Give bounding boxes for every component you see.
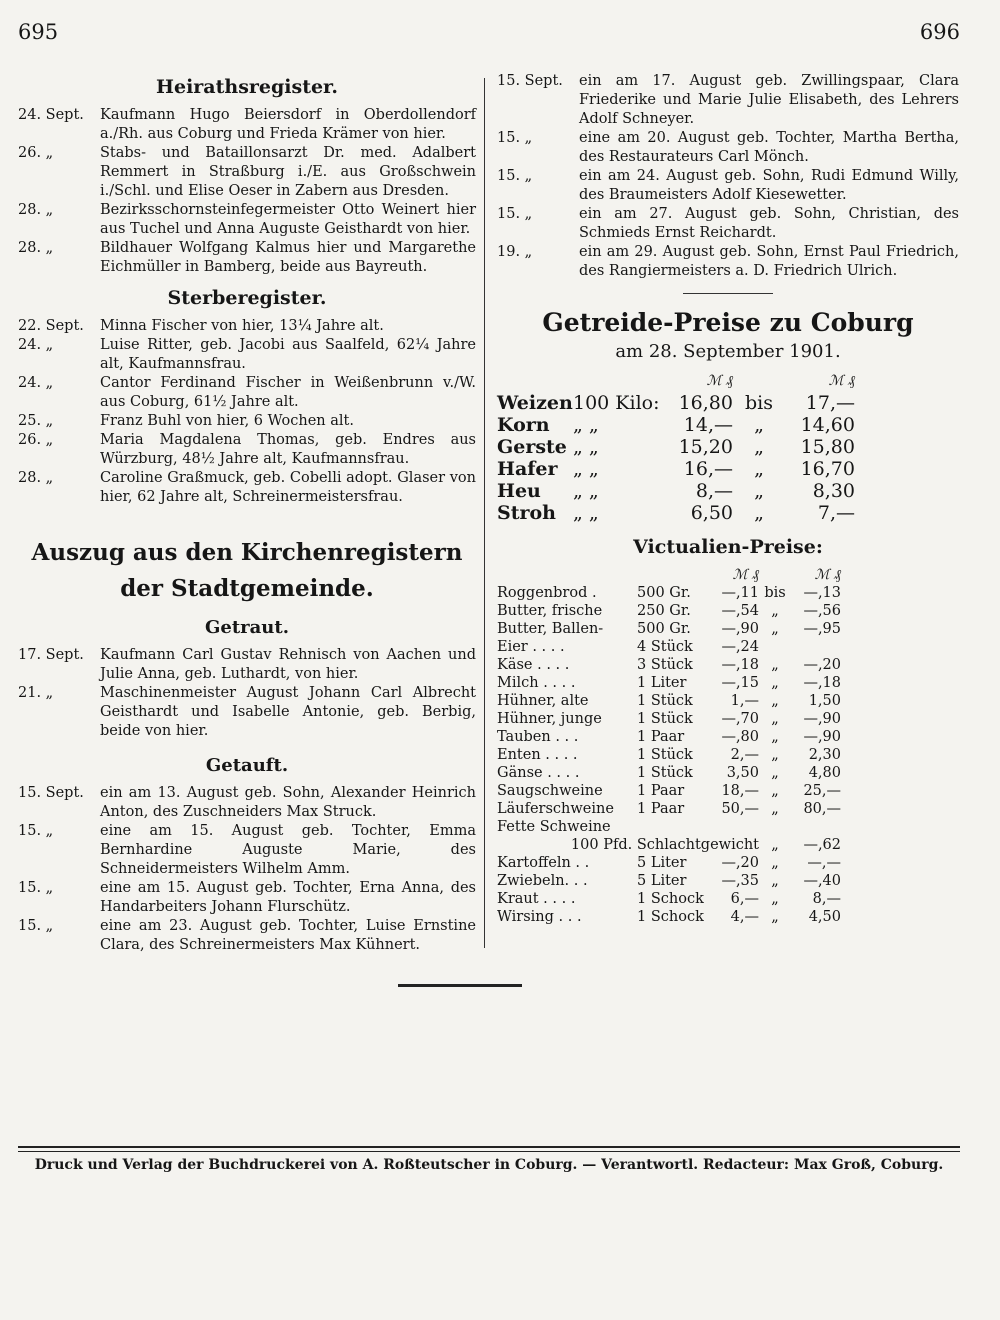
victual-unit: 5 Liter xyxy=(637,855,687,871)
victual-name: Eier . . . . xyxy=(497,639,565,655)
grain-header-2: ℳ ₰ xyxy=(828,373,855,389)
entry-text: Luise Ritter, geb. Jacobi aus Saalfeld, 62¼ Jahre alt, Kaufmannsfrau. xyxy=(100,337,476,372)
footer-rule-thin xyxy=(18,1151,960,1152)
register-entry xyxy=(18,684,476,741)
entry-text: Minna Fischer von hier, 13¼ Jahre alt. xyxy=(100,318,384,334)
victual-name: Roggenbrod . xyxy=(497,585,597,601)
grain-quantity: „ „ xyxy=(573,436,599,458)
price-row xyxy=(497,602,959,620)
register-entry xyxy=(497,167,959,205)
price-low: —,18 xyxy=(721,657,759,673)
price-high: —,40 xyxy=(803,873,841,889)
price-low: —,35 xyxy=(721,873,759,889)
victual-unit: 1 Paar xyxy=(637,729,685,745)
entry-text: Cantor Ferdinand Fischer in Weißenbrunn v./W. aus Coburg, 61½ Jahre alt. xyxy=(100,375,476,410)
price-separator: „ xyxy=(754,502,764,524)
price-separator: „ xyxy=(771,747,779,763)
victual-unit: 1 Liter xyxy=(637,675,687,691)
price-separator: „ xyxy=(771,801,779,817)
register-entry xyxy=(18,646,476,684)
grain-quantity: „ „ xyxy=(573,458,599,480)
married-title: Getraut. xyxy=(205,617,289,638)
footer-rule-thick xyxy=(18,1146,960,1148)
baptized-title: Getauft. xyxy=(205,755,289,776)
victual-name: Saugschweine xyxy=(497,783,603,799)
grain-prices-date: am 28. September 1901. xyxy=(615,341,841,362)
entry-date: 15. „ xyxy=(497,168,533,184)
victual-unit: 3 Stück xyxy=(637,657,693,673)
register-entry xyxy=(18,917,476,955)
price-low: —,24 xyxy=(721,639,759,655)
victual-unit: 1 Schock xyxy=(637,891,704,907)
price-separator: „ xyxy=(771,855,779,871)
victual-name: Hühner, junge xyxy=(497,711,602,727)
victual-name: Fette Schweine xyxy=(497,819,611,835)
church-title-line2: der Stadtgemeinde. xyxy=(120,575,374,602)
price-high: 14,60 xyxy=(800,414,855,436)
price-high: 1,50 xyxy=(808,693,841,709)
entry-text: eine am 15. August geb. Tochter, Emma Bernhardine Auguste Marie, des Schneidermeisters Wilhelm Amm. xyxy=(100,823,476,877)
entry-date: 24. Sept. xyxy=(18,107,84,123)
price-separator: „ xyxy=(771,729,779,745)
price-row xyxy=(497,782,959,800)
page-number-right: 696 xyxy=(919,20,960,44)
baptized-cont-list xyxy=(497,72,959,281)
baptized-list xyxy=(18,784,476,955)
entry-date: 19. „ xyxy=(497,244,533,260)
entry-text: ein am 24. August geb. Sohn, Rudi Edmund Willy, des Braumeisters Adolf Kiesewetter. xyxy=(579,168,959,203)
price-low: 14,— xyxy=(683,414,733,436)
married-list xyxy=(18,646,476,741)
victual-unit: 1 Stück xyxy=(637,765,693,781)
grain-name: Heu xyxy=(497,480,541,502)
end-rule xyxy=(398,984,522,987)
price-low: 50,— xyxy=(721,801,759,817)
entry-date: 22. Sept. xyxy=(18,318,84,334)
price-high: —,18 xyxy=(803,675,841,691)
price-low: —,70 xyxy=(721,711,759,727)
entry-text: ein am 27. August geb. Sohn, Christian, des Schmieds Ernst Reichardt. xyxy=(579,206,959,241)
victual-name: Enten . . . . xyxy=(497,747,578,763)
victual-unit: 4 Stück xyxy=(637,639,693,655)
price-row xyxy=(497,818,959,836)
price-row xyxy=(497,458,959,480)
register-entry xyxy=(497,205,959,243)
price-separator: „ xyxy=(771,765,779,781)
grain-quantity: „ „ xyxy=(573,480,599,502)
victual-name: Wirsing . . . xyxy=(497,909,582,925)
entry-date: 24. „ xyxy=(18,375,54,391)
price-high: 2,30 xyxy=(808,747,841,763)
price-row xyxy=(497,764,959,782)
grain-quantity: 100 Kilo: xyxy=(573,392,660,414)
register-entry xyxy=(18,317,476,336)
victual-name: Butter, frische xyxy=(497,603,603,619)
price-row xyxy=(497,392,959,414)
entry-date: 15. „ xyxy=(18,918,54,934)
price-row xyxy=(497,800,959,818)
entry-text: ein am 17. August geb. Zwillingspaar, Clara Friederike und Marie Julie Elisabeth, des Lehrers Adolf Schneyer. xyxy=(579,73,959,127)
victual-unit: 500 Gr. xyxy=(637,585,691,601)
price-low: 16,80 xyxy=(678,392,733,414)
church-register-title xyxy=(18,535,476,607)
register-entry xyxy=(497,129,959,167)
entry-date: 21. „ xyxy=(18,685,54,701)
register-entry xyxy=(18,374,476,412)
entry-text: Stabs- und Bataillonsarzt Dr. med. Adalbert Remmert in Straßburg i./E. aus Großschwein i./Schl. und Elise Oeser in Zabern aus Dresden. xyxy=(100,145,476,199)
price-high: —,90 xyxy=(803,711,841,727)
price-low: —,20 xyxy=(721,855,759,871)
price-separator: „ xyxy=(771,783,779,799)
entry-text: eine am 15. August geb. Tochter, Erna Anna, des Handarbeiters Johann Flurschütz. xyxy=(100,880,476,915)
price-low: 4,— xyxy=(730,909,759,925)
grain-prices-table xyxy=(497,370,959,524)
victual-name: Kartoffeln . . xyxy=(497,855,590,871)
victual-unit: 5 Liter xyxy=(637,873,687,889)
price-low: 3,50 xyxy=(726,765,759,781)
entry-date: 15. „ xyxy=(18,823,54,839)
marriage-register-list xyxy=(18,106,476,277)
price-separator: „ xyxy=(754,414,764,436)
death-register-title: Sterberegister. xyxy=(167,287,327,309)
grain-prices-title: Getreide-Preise zu Coburg xyxy=(542,308,914,337)
price-low: 1,— xyxy=(730,693,759,709)
price-row xyxy=(497,414,959,436)
price-high: —,— xyxy=(807,855,841,871)
price-row xyxy=(497,502,959,524)
price-low: —,80 xyxy=(721,729,759,745)
price-low: —,15 xyxy=(721,675,759,691)
grain-quantity: „ „ xyxy=(573,414,599,436)
grain-rows xyxy=(497,392,959,524)
entry-text: eine am 23. August geb. Tochter, Luise Ernstine Clara, des Schreinermeisters Max Kühnert. xyxy=(100,918,476,953)
grain-name: Korn xyxy=(497,414,550,436)
price-high: 7,— xyxy=(817,502,855,524)
entry-text: Caroline Graßmuck, geb. Cobelli adopt. Glaser von hier, 62 Jahre alt, Schreinermeistersfrau. xyxy=(100,470,476,505)
register-entry xyxy=(18,784,476,822)
entry-text: Bezirksschornsteinfegermeister Otto Weinert hier aus Tuchel und Anna Auguste Geisthardt von hier. xyxy=(100,202,476,237)
price-separator: „ xyxy=(771,693,779,709)
victual-currency-header xyxy=(497,566,959,584)
victual-name: Kraut . . . . xyxy=(497,891,576,907)
entry-text: Franz Buhl von hier, 6 Wochen alt. xyxy=(100,413,354,429)
price-row xyxy=(497,656,959,674)
price-separator: „ xyxy=(754,436,764,458)
price-high: —,62 xyxy=(803,837,841,853)
entry-text: Kaufmann Hugo Beiersdorf in Oberdollendorf a./Rh. aus Coburg und Frieda Krämer von hier. xyxy=(100,107,476,142)
victual-header-1: ℳ ₰ xyxy=(732,567,759,583)
death-register-list xyxy=(18,317,476,507)
victual-name: Käse . . . . xyxy=(497,657,570,673)
entry-date: 28. „ xyxy=(18,240,54,256)
price-high: —,90 xyxy=(803,729,841,745)
price-high: —,95 xyxy=(803,621,841,637)
price-separator: „ xyxy=(771,891,779,907)
grain-name: Weizen xyxy=(497,392,573,414)
entry-date: 15. „ xyxy=(497,130,533,146)
price-separator: „ xyxy=(771,657,779,673)
price-row xyxy=(497,746,959,764)
victual-unit: 500 Gr. xyxy=(637,621,691,637)
price-high: 15,80 xyxy=(800,436,855,458)
price-low: 2,— xyxy=(730,747,759,763)
entry-text: Maria Magdalena Thomas, geb. Endres aus Würzburg, 48½ Jahre alt, Kaufmannsfrau. xyxy=(100,432,476,467)
price-high: 16,70 xyxy=(800,458,855,480)
register-entry xyxy=(497,243,959,281)
price-row xyxy=(497,674,959,692)
victual-name: Läuferschweine xyxy=(497,801,614,817)
price-high: —,56 xyxy=(803,603,841,619)
price-row xyxy=(497,908,959,926)
grain-name: Stroh xyxy=(497,502,556,524)
entry-date: 28. „ xyxy=(18,470,54,486)
entry-date: 15. Sept. xyxy=(18,785,84,801)
entry-date: 26. „ xyxy=(18,145,54,161)
victual-name: Zwiebeln. . . xyxy=(497,873,588,889)
victual-rows xyxy=(497,584,959,926)
price-low: —,90 xyxy=(721,621,759,637)
register-entry xyxy=(18,144,476,201)
victual-unit: 1 Stück xyxy=(637,747,693,763)
register-entry xyxy=(18,336,476,374)
right-column xyxy=(497,72,959,926)
grain-currency-header xyxy=(497,370,959,392)
price-low: —,11 xyxy=(721,585,759,601)
entry-text: eine am 20. August geb. Tochter, Martha Bertha, des Restaurateurs Carl Mönch. xyxy=(579,130,959,165)
victual-name: Milch . . . . xyxy=(497,675,576,691)
price-row xyxy=(497,854,959,872)
church-title-line1: Auszug aus den Kirchenregistern xyxy=(31,539,463,566)
entry-date: 15. Sept. xyxy=(497,73,563,89)
grain-name: Gerste xyxy=(497,436,567,458)
register-entry xyxy=(18,431,476,469)
price-separator: bis xyxy=(745,392,773,414)
price-high: 8,— xyxy=(812,891,841,907)
victual-prices-table xyxy=(497,566,959,926)
register-entry xyxy=(18,201,476,239)
price-low: 6,50 xyxy=(690,502,733,524)
register-entry xyxy=(497,72,959,129)
price-row xyxy=(497,436,959,458)
victual-name: Tauben . . . xyxy=(497,729,579,745)
entry-date: 15. „ xyxy=(18,880,54,896)
price-low: 6,— xyxy=(730,891,759,907)
register-entry xyxy=(18,879,476,917)
entry-text: Maschinenmeister August Johann Carl Albrecht Geisthardt und Isabelle Antonie, geb. Berbig, beide von hier. xyxy=(100,685,476,739)
victual-name: 100 Pfd. Schlachtgewicht xyxy=(570,837,759,853)
price-high: —,20 xyxy=(803,657,841,673)
price-separator: „ xyxy=(754,480,764,502)
price-high: 25,— xyxy=(803,783,841,799)
price-separator: bis xyxy=(764,585,786,601)
entry-date: 24. „ xyxy=(18,337,54,353)
price-row xyxy=(497,480,959,502)
entry-date: 26. „ xyxy=(18,432,54,448)
price-row xyxy=(497,620,959,638)
register-entry xyxy=(18,239,476,277)
price-row xyxy=(497,890,959,908)
entry-date: 25. „ xyxy=(18,413,54,429)
price-separator: „ xyxy=(771,837,779,853)
victual-unit: 1 Paar xyxy=(637,783,685,799)
victual-name: Gänse . . . . xyxy=(497,765,580,781)
section-rule xyxy=(683,293,773,294)
marriage-register-title: Heirathsregister. xyxy=(156,76,338,98)
price-row xyxy=(497,584,959,602)
victual-header-2: ℳ ₰ xyxy=(814,567,841,583)
price-high: 4,80 xyxy=(808,765,841,781)
victual-unit: 1 Stück xyxy=(637,693,693,709)
price-separator: „ xyxy=(771,621,779,637)
register-entry xyxy=(18,106,476,144)
left-column xyxy=(18,72,476,955)
price-row xyxy=(497,836,959,854)
victual-unit: 1 Paar xyxy=(637,801,685,817)
grain-quantity: „ „ xyxy=(573,502,599,524)
grain-name: Hafer xyxy=(497,458,558,480)
victual-unit: 1 Schock xyxy=(637,909,704,925)
entry-date: 17. Sept. xyxy=(18,647,84,663)
price-separator: „ xyxy=(754,458,764,480)
price-low: 18,— xyxy=(721,783,759,799)
price-row xyxy=(497,710,959,728)
price-high: 80,— xyxy=(803,801,841,817)
page-number-left: 695 xyxy=(18,20,59,44)
entry-text: Bildhauer Wolfgang Kalmus hier und Margarethe Eichmüller in Bamberg, beide aus Bayreuth. xyxy=(100,240,476,275)
entry-date: 28. „ xyxy=(18,202,54,218)
price-separator: „ xyxy=(771,603,779,619)
price-row xyxy=(497,638,959,656)
entry-text: ein am 13. August geb. Sohn, Alexander Heinrich Anton, des Zuschneiders Max Struck. xyxy=(100,785,476,820)
victual-name: Hühner, alte xyxy=(497,693,589,709)
price-separator: „ xyxy=(771,909,779,925)
victual-prices-title: Victualien-Preise: xyxy=(633,536,823,558)
entry-text: Kaufmann Carl Gustav Rehnisch von Aachen und Julie Anna, geb. Luthardt, von hier. xyxy=(100,647,476,682)
price-low: 15,20 xyxy=(678,436,733,458)
price-row xyxy=(497,872,959,890)
register-entry xyxy=(18,822,476,879)
price-separator: „ xyxy=(771,873,779,889)
price-row xyxy=(497,728,959,746)
price-low: 16,— xyxy=(683,458,733,480)
victual-unit: 1 Stück xyxy=(637,711,693,727)
entry-date: 15. „ xyxy=(497,206,533,222)
price-high: 17,— xyxy=(805,392,855,414)
price-low: 8,— xyxy=(695,480,733,502)
price-separator: „ xyxy=(771,711,779,727)
grain-header-1: ℳ ₰ xyxy=(706,373,733,389)
register-entry xyxy=(18,412,476,431)
victual-unit: 250 Gr. xyxy=(637,603,691,619)
price-separator: „ xyxy=(771,675,779,691)
register-entry xyxy=(18,469,476,507)
price-high: 8,30 xyxy=(812,480,855,502)
imprint-footer: Druck und Verlag der Buchdruckerei von A. Roßteutscher in Coburg. — Verantwortl. Redacteur: Max Groß, Coburg. xyxy=(34,1157,944,1173)
price-high: 4,50 xyxy=(808,909,841,925)
victual-name: Butter, Ballen- xyxy=(497,621,604,637)
price-high: —,13 xyxy=(803,585,841,601)
price-low: —,54 xyxy=(721,603,759,619)
entry-text: ein am 29. August geb. Sohn, Ernst Paul Friedrich, des Rangiermeisters a. D. Friedrich Ulrich. xyxy=(579,244,959,279)
column-divider xyxy=(484,78,485,948)
price-row xyxy=(497,692,959,710)
